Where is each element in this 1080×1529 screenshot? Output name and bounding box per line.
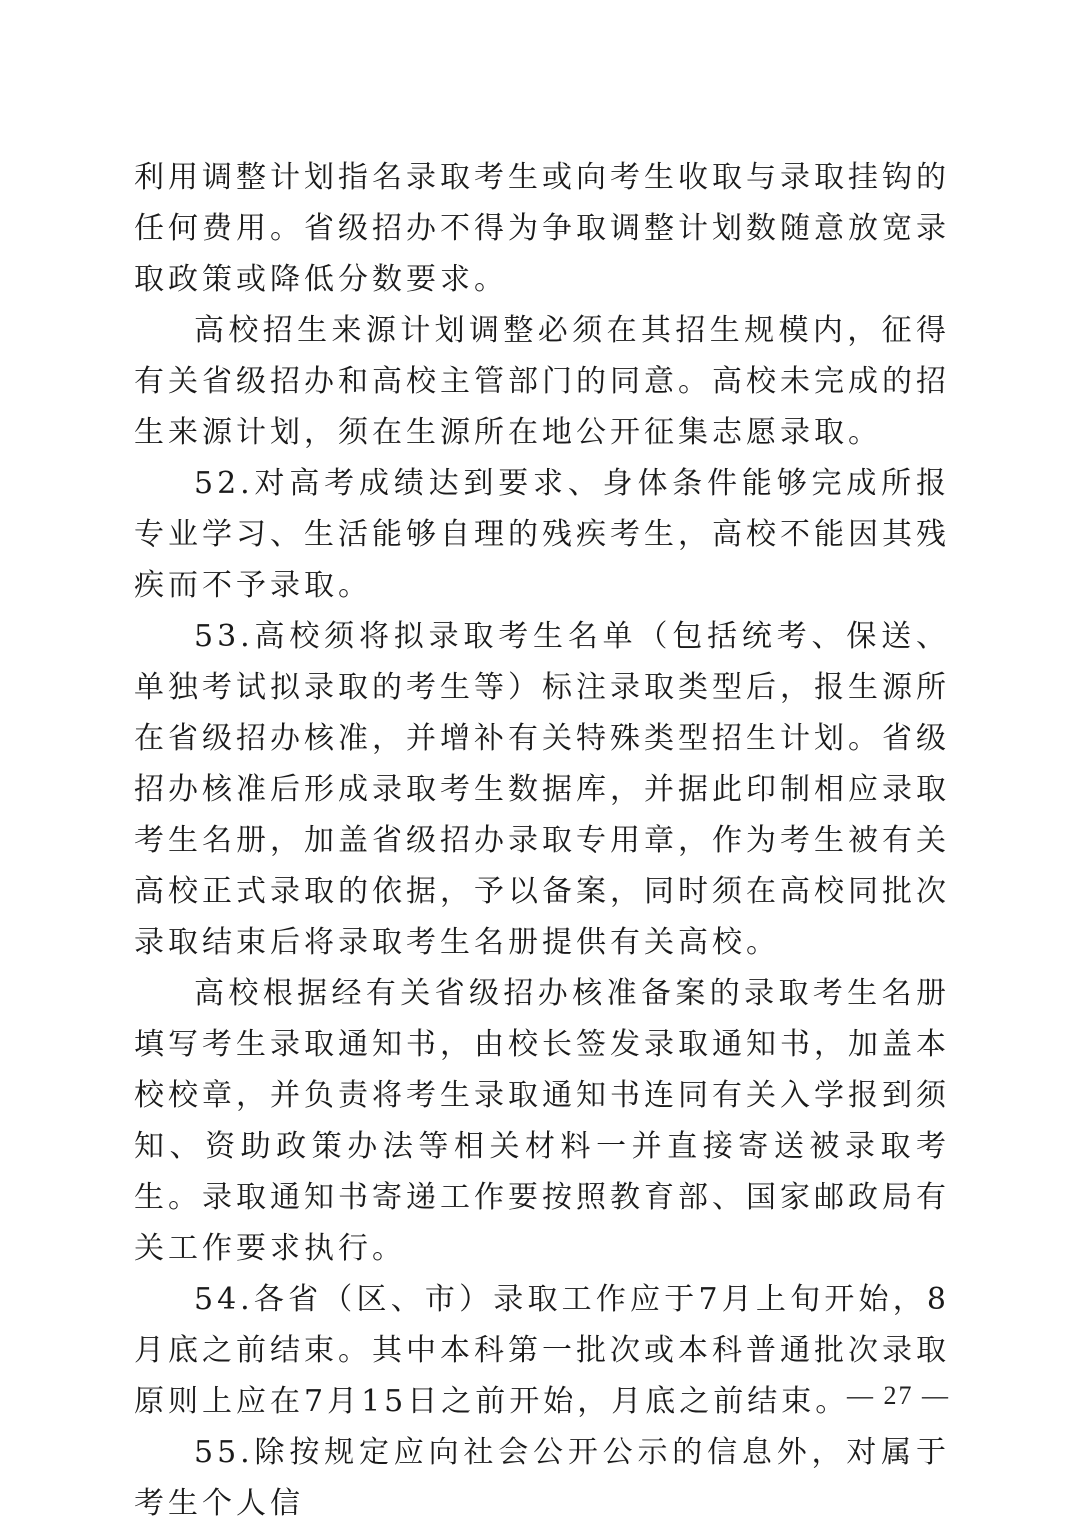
paragraph-4-item-53: 53.高校须将拟录取考生名单（包括统考、保送、单独考试拟录取的考生等）标注录取类型后，报生源所在省级招办核准，并增补有关特殊类型招生计划。省级招办核准后形成录取考生数据库，并据此印制相应录取考生名册，加盖省级招办录取专用章，作为考生被有关高校正式录取的依据，予以备案，同时须在高校同批次录取结束后将录取考生名册提供有关高校。 [134, 619, 950, 960]
document-body [134, 152, 950, 1529]
paragraph-6-item-54: 54.各省（区、市）录取工作应于7月上旬开始，8月底之前结束。其中本科第一批次或本科普通批次录取原则上应在7月15日之前开始，月底之前结束。 [134, 1282, 950, 1419]
paragraph-1: 利用调整计划指名录取考生或向考生收取与录取挂钩的任何费用。省级招办不得为争取调整计划数随意放宽录取政策或降低分数要求。 [134, 160, 950, 297]
paragraph-2: 高校招生来源计划调整必须在其招生规模内，征得有关省级招办和高校主管部门的同意。高校未完成的招生来源计划，须在生源所在地公开征集志愿录取。 [134, 313, 950, 450]
paragraph-3-item-52: 52.对高考成绩达到要求、身体条件能够完成所报专业学习、生活能够自理的残疾考生，高校不能因其残疾而不予录取。 [134, 466, 950, 603]
paragraph-5: 高校根据经有关省级招办核准备案的录取考生名册填写考生录取通知书，由校长签发录取通知书，加盖本校校章，并负责将考生录取通知书连同有关入学报到须知、资助政策办法等相关材料一并直接寄送被录取考生。录取通知书寄递工作要按照教育部、国家邮政局有关工作要求执行。 [134, 976, 950, 1266]
page-number: — 27 — [847, 1381, 950, 1410]
paragraph-7-item-55: 55.除按规定应向社会公开公示的信息外，对属于考生个人信 [134, 1435, 950, 1521]
